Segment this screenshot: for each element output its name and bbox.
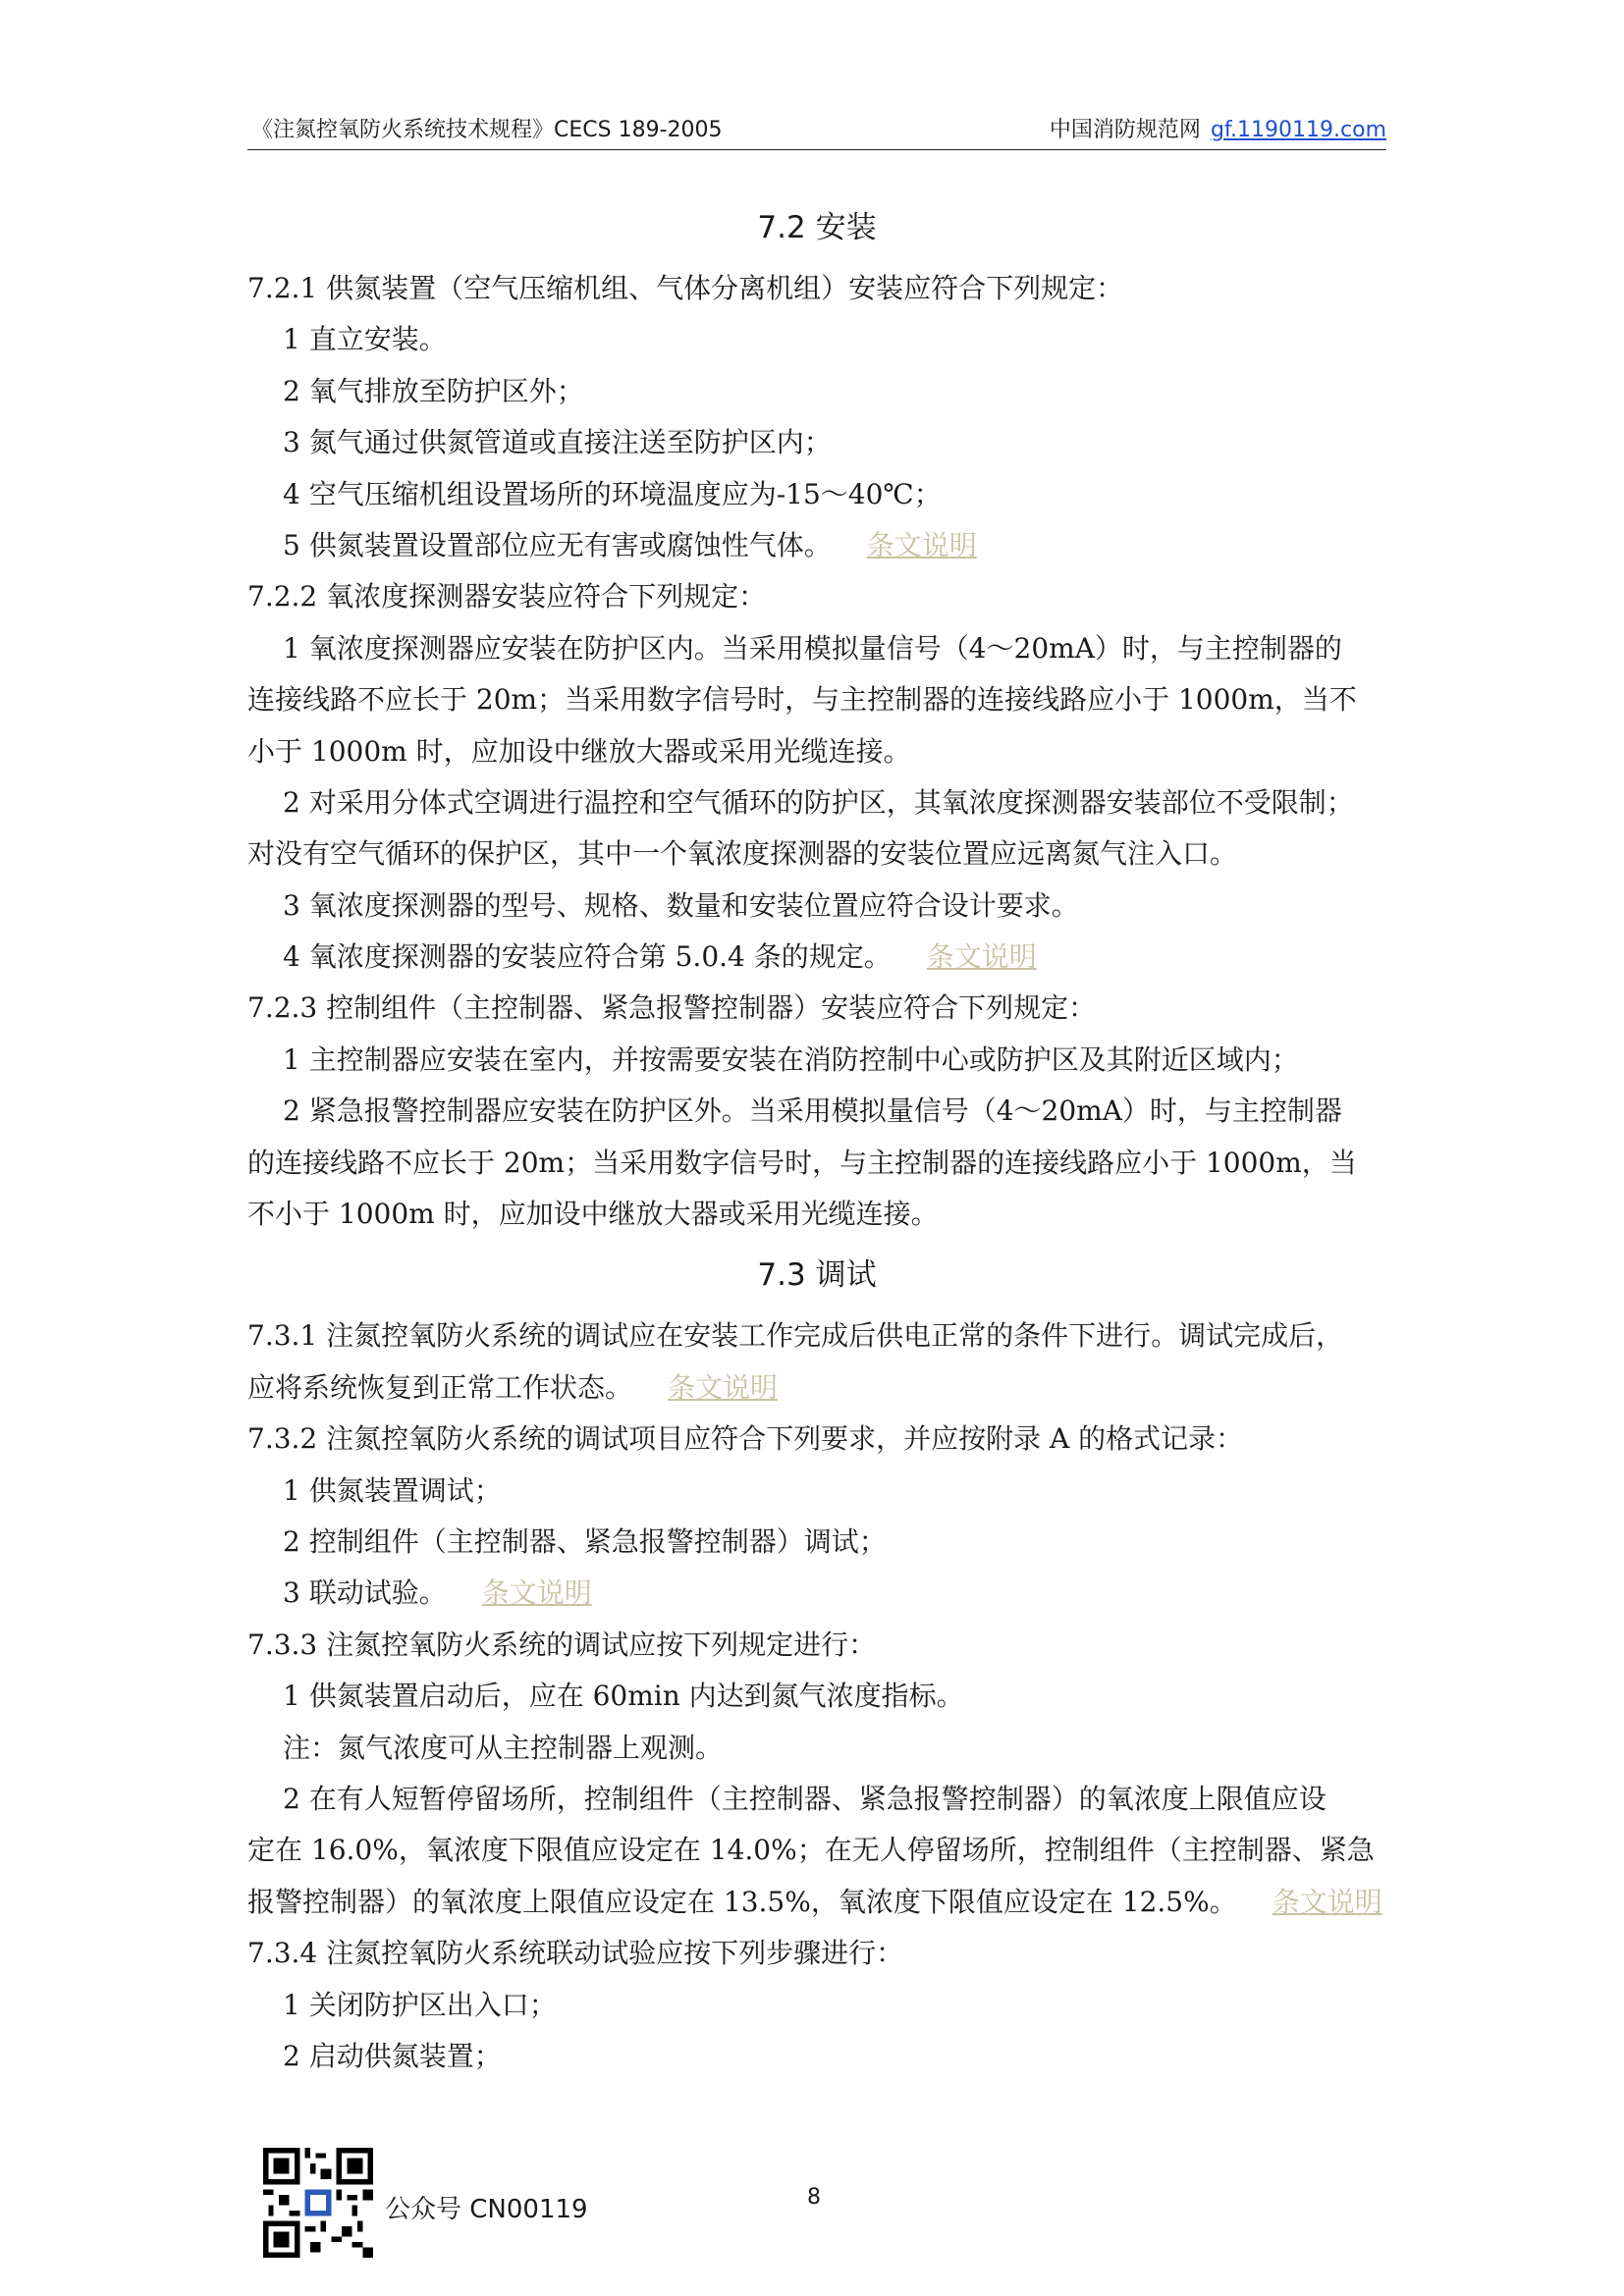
list-item: 1 供氮装置调试； [283,1473,502,1507]
list-item: 2 氧气排放至防护区外； [283,374,584,407]
clause-7-2-3: 7.2.3 控制组件（主控制器、紧急报警控制器）安装应符合下列规定： [247,991,1097,1025]
paragraph-line: 2 对采用分体式空调进行温控和空气循环的防护区，其氧浓度探测器安装部位不受限制； [283,785,1354,819]
clause-7-2-1: 7.2.1 供氮装置（空气压缩机组、气体分离机组）安装应符合下列规定： [247,272,1124,304]
explanation-link[interactable]: 条文说明 [481,1576,592,1610]
document-title: 《注氮控氧防火系统技术规程》CECS 189-2005 [251,118,723,142]
paragraph-line [247,1877,1386,1928]
site-name: 中国消防规范网 [1049,118,1201,142]
clause-7-3-1: 7.3.1 注氮控氧防火系统的调试应在安装工作完成后供电正常的条件下进行。调试完成后， [247,1319,1344,1353]
list-item: 4 空气压缩机组设置场所的环境温度应为-15～40℃； [283,477,942,510]
explanation-link[interactable]: 条文说明 [926,940,1037,974]
site-info [1050,114,1386,147]
paragraph-text: 应将系统恢复到正常工作状态。 [247,1370,633,1404]
clause-7-2-2: 7.2.2 氧浓度探测器安装应符合下列规定： [247,580,767,614]
wechat-account-label: 公众号 CN00119 [385,2195,588,2224]
paragraph-line: 对没有空气循环的保护区，其中一个氧浓度探测器的安装位置应远离氮气注入口。 [247,837,1238,871]
explanation-link[interactable]: 条文说明 [1272,1885,1382,1918]
list-item [247,1568,1386,1619]
note: 注：氮气浓度可从主控制器上观测。 [283,1731,724,1764]
clause-7-3-4: 7.3.4 注氮控氧防火系统联动试验应按下列步骤进行： [247,1937,904,1970]
page-header [247,114,1386,150]
list-item: 1 主控制器应安装在室内，并按需要安装在消防控制中心或防护区及其附近区域内； [283,1042,1299,1076]
page-number: 8 [807,2185,821,2210]
list-item: 3 氧浓度探测器的型号、规格、数量和安装位置应符合设计要求。 [283,888,1079,922]
site-link[interactable]: gf.1190119.com [1210,118,1386,142]
explanation-link[interactable]: 条文说明 [866,528,977,561]
list-item-text: 5 供氮装置设置部位应无有害或腐蚀性气体。 [283,528,832,561]
list-item [247,932,1386,983]
list-item: 1 关闭防护区出入口； [283,1988,557,2021]
paragraph-line: 1 氧浓度探测器应安装在防护区内。当采用模拟量信号（4～20mA）时，与主控制器的 [283,631,1342,665]
paragraph-line [247,1362,1386,1414]
explanation-link[interactable]: 条文说明 [668,1370,779,1404]
paragraph-line: 的连接线路不应长于 20m；当采用数字信号时，与主控制器的连接线路应小于 1000m，当 [247,1146,1357,1179]
list-item: 1 直立安装。 [283,323,447,356]
section-title-7-3: 7.3 调试 [757,1257,877,1294]
clause-7-3-3: 7.3.3 注氮控氧防火系统的调试应按下列规定进行： [247,1628,877,1661]
paragraph-line: 不小于 1000m 时，应加设中继放大器或采用光缆连接。 [247,1198,939,1231]
list-item: 3 氮气通过供氮管道或直接注送至防护区内； [283,426,832,459]
qr-code-icon[interactable] [263,2148,373,2258]
list-item: 2 控制组件（主控制器、紧急报警控制器）调试； [283,1524,887,1558]
section-title-7-2: 7.2 安装 [757,210,877,245]
page-footer [263,2148,852,2266]
page-content [247,192,1386,2082]
paragraph-line: 定在 16.0%，氧浓度下限值应设定在 14.0%；在无人停留场所，控制组件（主控制器、紧急 [247,1834,1375,1867]
list-item: 1 供氮装置启动后，应在 60min 内达到氮气浓度指标。 [283,1680,964,1713]
list-item: 2 启动供氮装置； [283,2039,502,2072]
paragraph-line: 2 紧急报警控制器应安装在防护区外。当采用模拟量信号（4～20mA）时，与主控制器 [283,1095,1342,1128]
list-item-text: 4 氧浓度探测器的安装应符合第 5.0.4 条的规定。 [283,940,892,974]
list-item [247,520,1386,571]
paragraph-text: 报警控制器）的氧浓度上限值应设定在 13.5%，氧浓度下限值应设定在 12.5%。 [247,1885,1237,1918]
paragraph-line: 2 在有人短暂停留场所，控制组件（主控制器、紧急报警控制器）的氧浓度上限值应设 [283,1782,1326,1815]
paragraph-line: 小于 1000m 时，应加设中继放大器或采用光缆连接。 [247,734,911,768]
paragraph-line: 连接线路不应长于 20m；当采用数字信号时，与主控制器的连接线路应小于 1000m，当不 [247,683,1357,717]
clause-7-3-2: 7.3.2 注氮控氧防火系统的调试项目应符合下列要求，并应按附录 A 的格式记录： [247,1422,1244,1456]
list-item-text: 3 联动试验。 [283,1576,447,1610]
